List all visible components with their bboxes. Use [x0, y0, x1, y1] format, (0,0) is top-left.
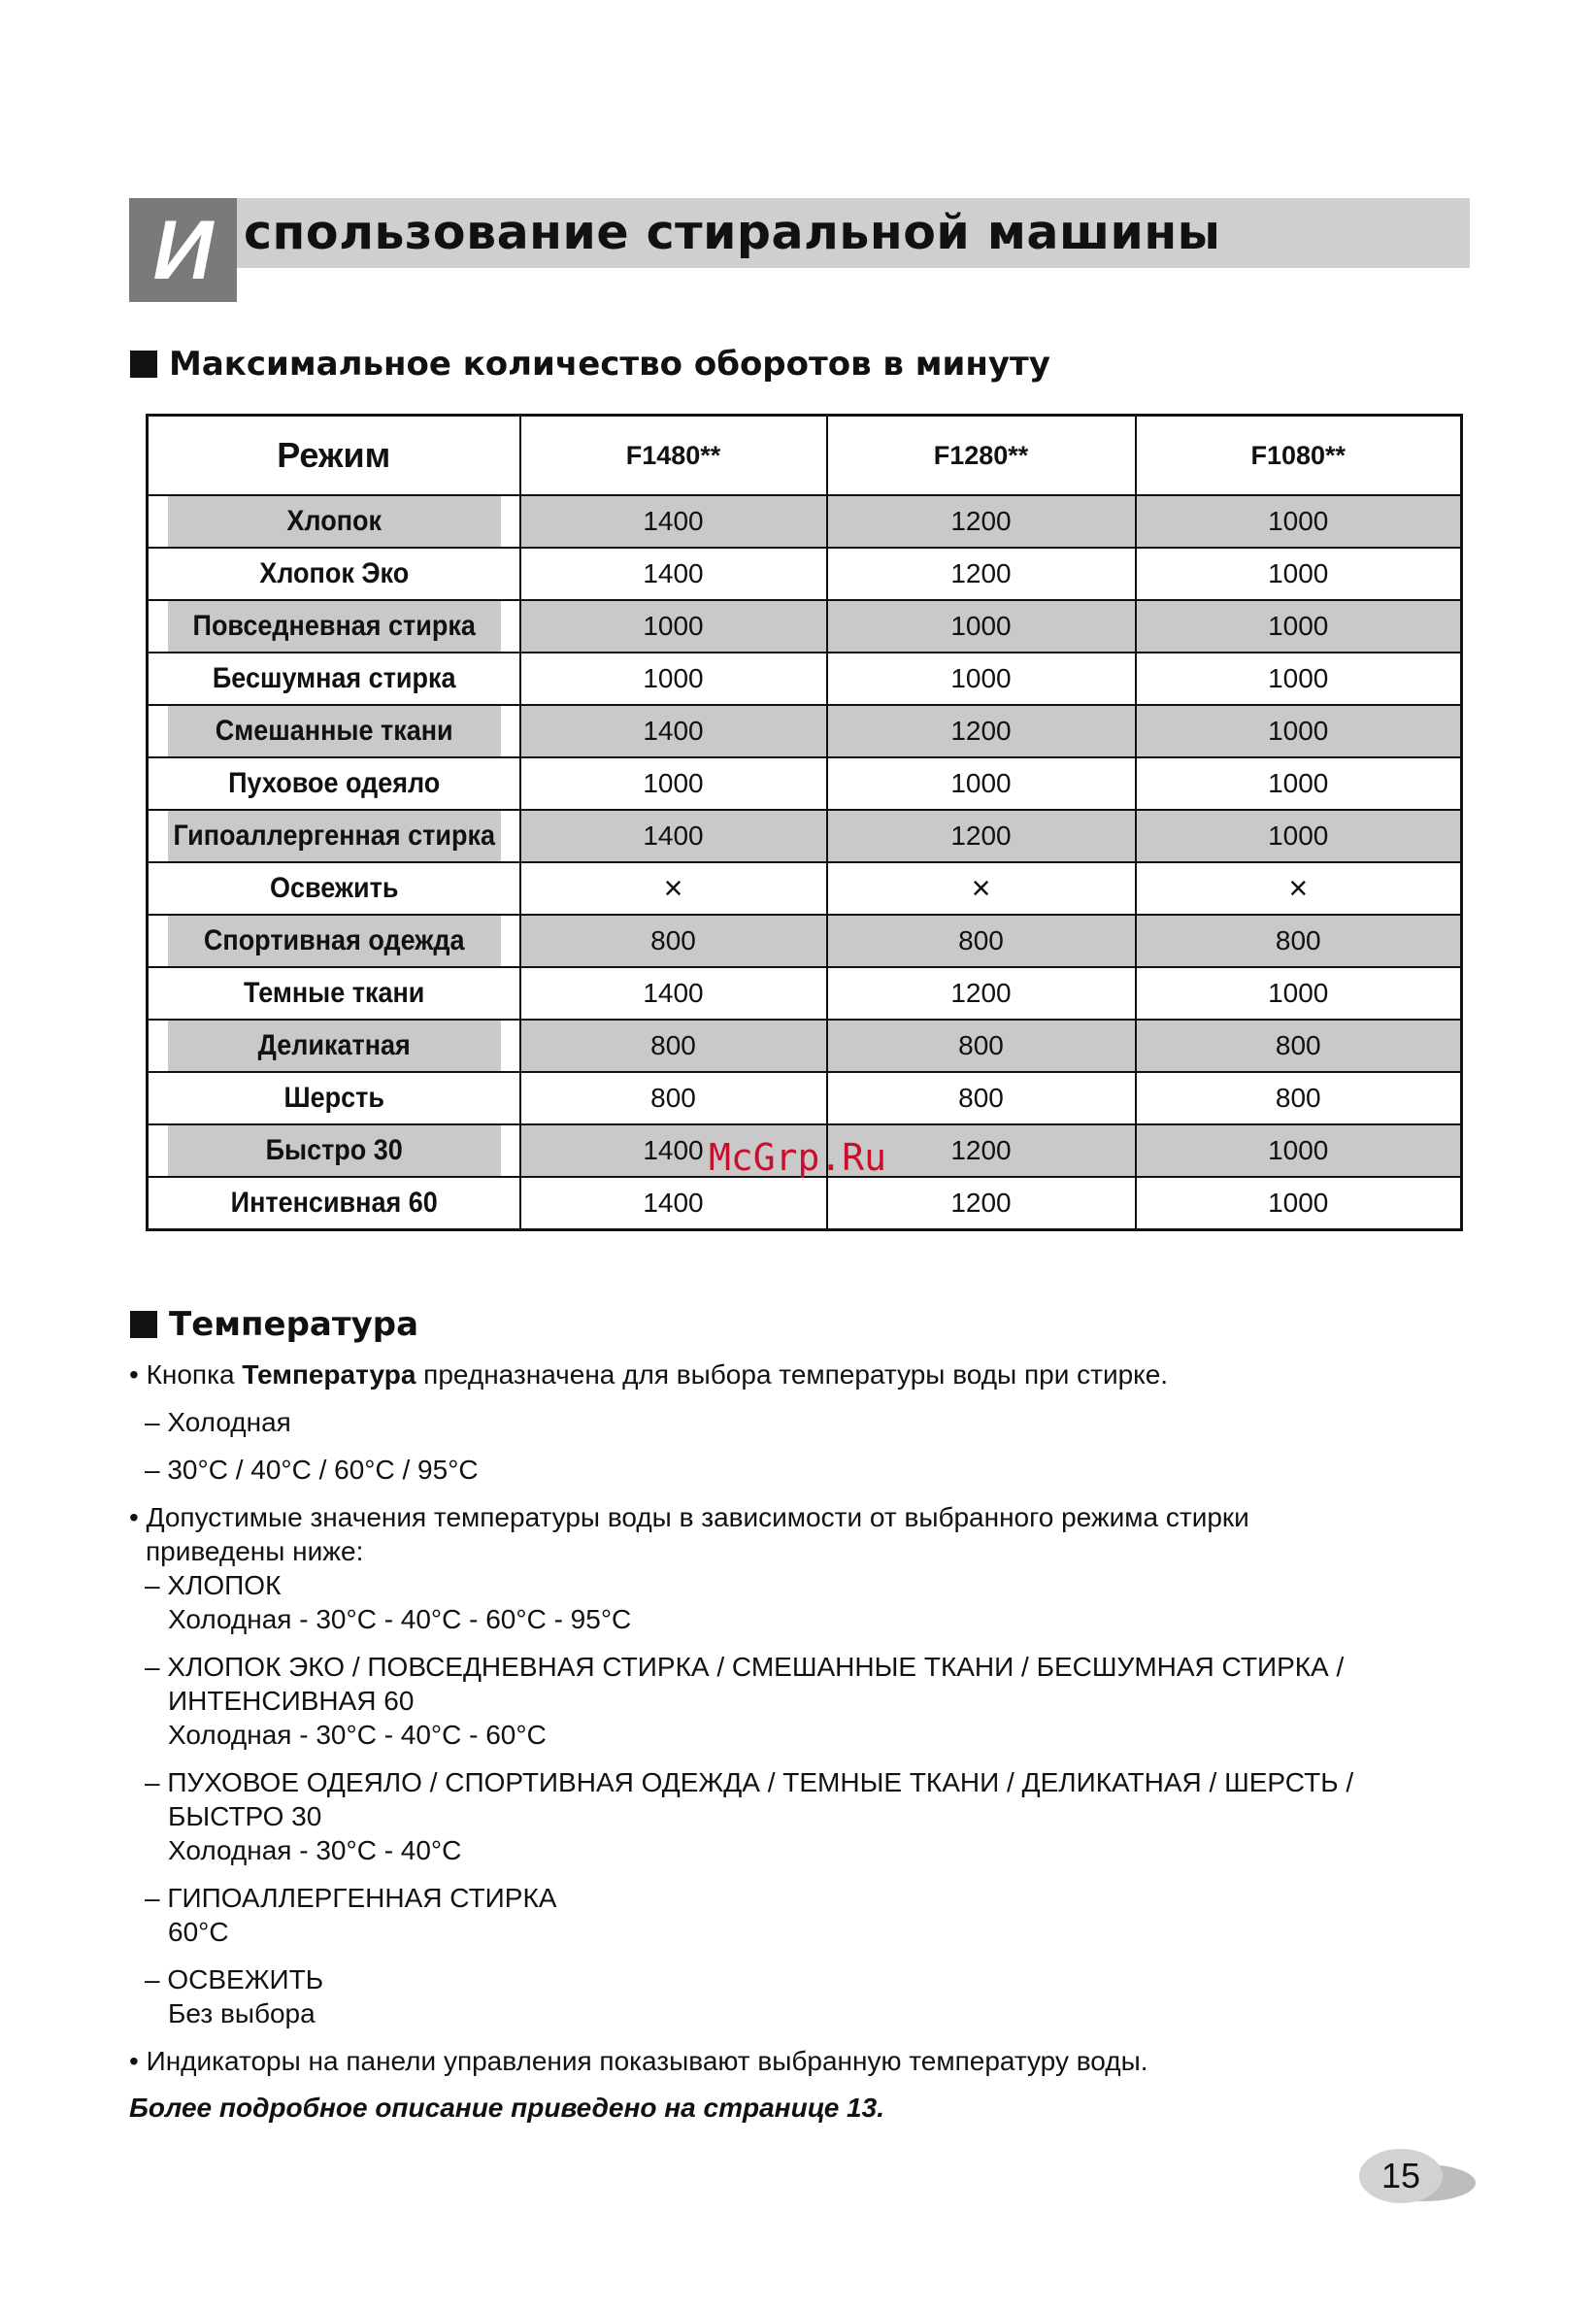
column-header-f1480: F1480**	[520, 416, 827, 496]
rpm-value: 1000	[1136, 967, 1462, 1020]
more-info-note: Более подробное описание приведено на странице 13.	[129, 2093, 884, 2123]
rpm-value: 800	[520, 1020, 827, 1072]
group-cotton-values: Холодная - 30°C - 40°C - 60°C - 95°C	[168, 1604, 632, 1634]
rpm-value: 1000	[1136, 600, 1462, 653]
rpm-value: 800	[520, 915, 827, 967]
table-row	[148, 705, 1462, 757]
column-header-f1280: F1280**	[827, 416, 1136, 496]
table-row	[148, 1072, 1462, 1124]
rpm-value: 800	[1136, 915, 1462, 967]
rpm-value: 1400	[520, 967, 827, 1020]
rpm-section-title: Максимальное количество оборотов в минуту	[169, 345, 1050, 384]
page-number-badge	[1359, 2145, 1476, 2207]
rpm-value: 1200	[827, 495, 1136, 548]
mode-name: Хлопок Эко	[166, 548, 502, 600]
rpm-value: 1400	[520, 1177, 827, 1230]
page-number: 15	[1380, 2156, 1421, 2195]
mode-name: Интенсивная 60	[166, 1177, 502, 1230]
rpm-value: 800	[1136, 1072, 1462, 1124]
column-header-f1080: F1080**	[1136, 416, 1462, 496]
allowed-values-line-2: приведены ниже:	[146, 1536, 364, 1566]
rpm-value: 1200	[827, 1124, 1136, 1177]
column-header-mode: Режим	[148, 416, 520, 496]
watermark: McGrp.Ru	[709, 1136, 887, 1179]
rpm-value: 1000	[1136, 757, 1462, 810]
mode-name: Повседневная стирка	[166, 600, 502, 653]
table-row	[148, 1020, 1462, 1072]
rpm-value: 1400	[520, 810, 827, 862]
rpm-value: 1000	[1136, 548, 1462, 600]
group-eco-title-line-1: – ХЛОПОК ЭКО / ПОВСЕДНЕВНАЯ СТИРКА / СМЕШАННЫЕ ТКАНИ / БЕСШУМНАЯ СТИРКА /	[145, 1652, 1345, 1682]
rpm-value: 1000	[827, 757, 1136, 810]
mode-name: Пуховое одеяло	[166, 757, 502, 810]
table-row	[148, 495, 1462, 548]
not-available-cross-icon: ×	[520, 862, 827, 915]
table-row	[148, 862, 1462, 915]
not-available-cross-icon: ×	[1136, 862, 1462, 915]
page-title: спользование стиральной машины	[244, 205, 1221, 260]
option-temperatures: – 30°C / 40°C / 60°C / 95°C	[145, 1455, 479, 1485]
mode-name: Шерсть	[166, 1072, 502, 1124]
group-eco-values: Холодная - 30°C - 40°C - 60°C	[168, 1720, 547, 1750]
table-row	[148, 757, 1462, 810]
rpm-value: 1000	[1136, 1124, 1462, 1177]
mode-name: Деликатная	[166, 1020, 502, 1072]
rpm-value: 1400	[520, 705, 827, 757]
mode-name: Смешанные ткани	[166, 705, 502, 757]
group-refresh-values: Без выбора	[168, 1998, 316, 2028]
group-eco-title-line-2: ИНТЕНСИВНАЯ 60	[168, 1686, 415, 1716]
rpm-value: 800	[1136, 1020, 1462, 1072]
not-available-cross-icon: ×	[827, 862, 1136, 915]
page-header	[129, 198, 1470, 302]
rpm-value: 1000	[520, 653, 827, 705]
rpm-value: 1000	[827, 600, 1136, 653]
rpm-value: 1000	[1136, 705, 1462, 757]
rpm-value: 800	[827, 1072, 1136, 1124]
rpm-value: 1200	[827, 548, 1136, 600]
rpm-value: 800	[827, 1020, 1136, 1072]
group-duvet-values: Холодная - 30°C - 40°C	[168, 1835, 462, 1865]
mode-name: Освежить	[166, 862, 502, 915]
rpm-value: 1000	[520, 600, 827, 653]
mode-name: Бесшумная стирка	[166, 653, 502, 705]
rpm-value: 1000	[1136, 653, 1462, 705]
rpm-value: 1200	[827, 810, 1136, 862]
table-row	[148, 915, 1462, 967]
rpm-value: 1400	[520, 548, 827, 600]
temperature-text	[129, 1357, 1449, 2125]
header-initial-letter: И	[152, 204, 214, 297]
mode-name: Хлопок	[166, 495, 502, 548]
rpm-value: 1000	[1136, 1177, 1462, 1230]
temperature-section-heading	[130, 1303, 418, 1346]
mode-name: Спортивная одежда	[166, 915, 502, 967]
mode-name: Быстро 30	[166, 1124, 502, 1177]
rpm-value: 1200	[827, 1177, 1136, 1230]
option-cold: – Холодная	[145, 1407, 291, 1437]
header-initial-block	[129, 198, 237, 302]
table-row	[148, 1177, 1462, 1230]
mode-name: Гипоаллергенная стирка	[166, 810, 502, 862]
table-row	[148, 653, 1462, 705]
rpm-value: 1000	[1136, 810, 1462, 862]
group-duvet-title-line-2: БЫСТРО 30	[168, 1801, 322, 1831]
indicators-note: • Индикаторы на панели управления показывают выбранную температуру воды.	[129, 2046, 1148, 2076]
rpm-value: 1000	[520, 757, 827, 810]
allowed-values-line-1: • Допустимые значения температуры воды в зависимости от выбранного режима стирки	[129, 1502, 1249, 1532]
rpm-value: 1400	[520, 1124, 827, 1177]
group-allergy-values: 60°C	[168, 1917, 229, 1947]
square-bullet-icon	[130, 351, 157, 378]
group-allergy-title: – ГИПОАЛЛЕРГЕННАЯ СТИРКА	[145, 1883, 557, 1913]
temperature-intro: • Кнопка Температура предназначена для выбора температуры воды при стирке.	[129, 1359, 1169, 1390]
table-row	[148, 810, 1462, 862]
table-row	[148, 967, 1462, 1020]
mode-name: Темные ткани	[166, 967, 502, 1020]
group-duvet-title-line-1: – ПУХОВОЕ ОДЕЯЛО / СПОРТИВНАЯ ОДЕЖДА / ТЕМНЫЕ ТКАНИ / ДЕЛИКАТНАЯ / ШЕРСТЬ /	[145, 1767, 1354, 1797]
temperature-button-name: Температура	[242, 1359, 416, 1390]
table-row	[148, 548, 1462, 600]
square-bullet-icon	[130, 1311, 157, 1338]
group-refresh-title: – ОСВЕЖИТЬ	[145, 1964, 324, 1994]
rpm-table	[146, 414, 1463, 1231]
rpm-value: 1000	[1136, 495, 1462, 548]
temperature-section-title: Температура	[169, 1305, 419, 1344]
rpm-value: 800	[520, 1072, 827, 1124]
rpm-value: 800	[827, 915, 1136, 967]
group-cotton-title: – ХЛОПОК	[145, 1570, 282, 1600]
rpm-value: 1200	[827, 705, 1136, 757]
rpm-value: 1000	[827, 653, 1136, 705]
rpm-value: 1200	[827, 967, 1136, 1020]
rpm-section-heading	[130, 343, 1050, 385]
rpm-value: 1400	[520, 495, 827, 548]
table-header-row	[148, 416, 1462, 496]
table-row	[148, 600, 1462, 653]
